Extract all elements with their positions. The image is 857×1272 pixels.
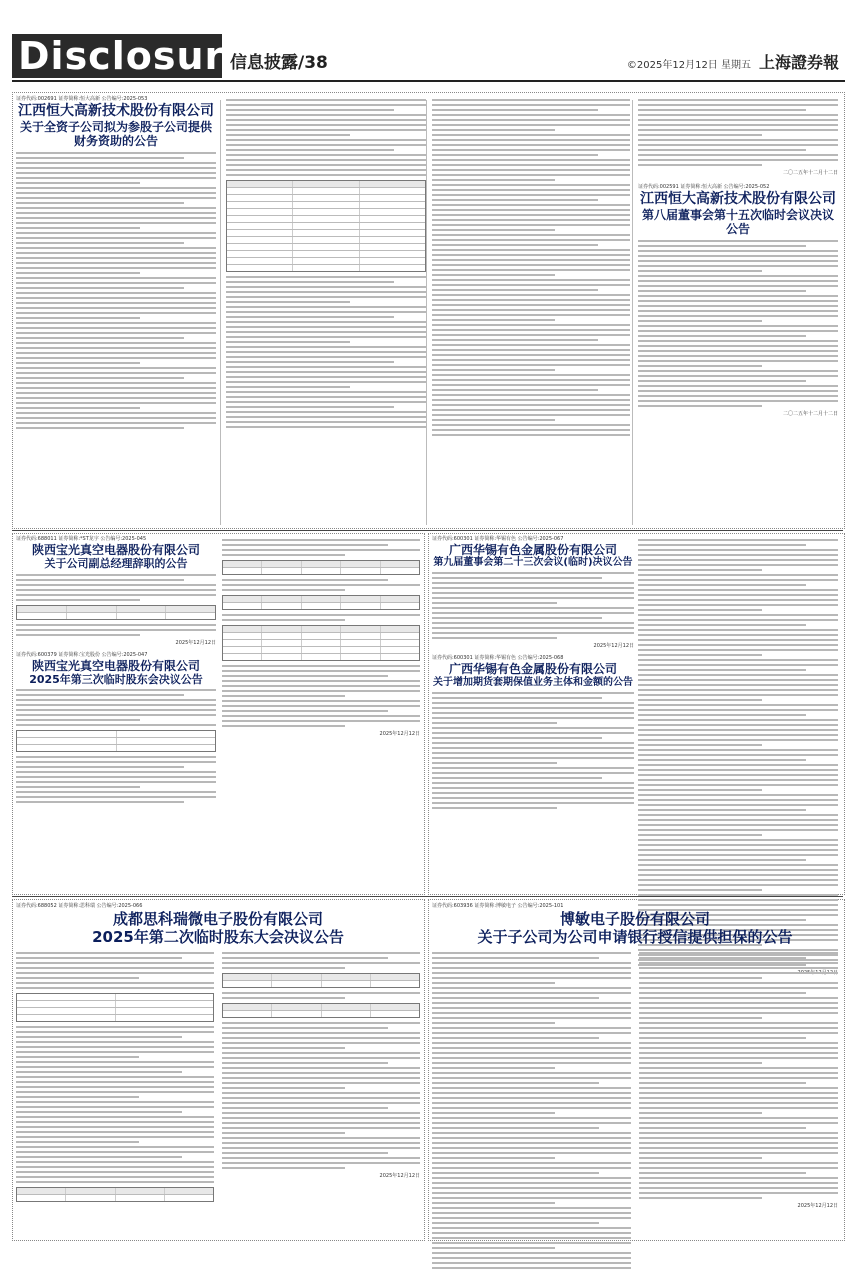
body-text: [432, 99, 630, 436]
announcement-title: 关于子公司为公司申请银行授信提供担保的公告: [477, 928, 793, 946]
announcement-title: 关于全资子公司拟为参股子公司提供财务资助的公告: [19, 119, 212, 149]
vote-table: [222, 625, 420, 661]
announcement-title: 关于增加期货套期保值业务主体和金额的公告: [433, 676, 633, 688]
sign-date: 二〇二五年十二月十二日: [782, 410, 838, 417]
body-text: [222, 992, 420, 999]
announcement-title: 第九届董事会第二十三次会议(临时)决议公告: [433, 557, 633, 569]
stock-code-line: 证券代码:002691 证券简称:恒大高新 公告编号:2025-053: [16, 96, 148, 102]
stock-code-line: 证券代码:600379 证券简称:宝光股份 公告编号:2025-047: [16, 651, 148, 658]
vote-table: [222, 1003, 420, 1018]
body-text: [16, 952, 214, 989]
body-text: [638, 240, 838, 407]
stock-code-line: 证券代码:603936 证券简称:博敏电子 公告编号:2025-101: [432, 903, 564, 909]
column-right: [222, 949, 420, 1206]
company-name: 江西恒大高新技术股份有限公司: [18, 103, 214, 119]
column-rule: [426, 100, 427, 525]
company-name: 陕西宝光真空电器股份有限公司: [31, 543, 200, 557]
column-left: [16, 949, 214, 1206]
announcement-2: [638, 96, 838, 521]
vote-table: [222, 595, 420, 610]
company-name: 博敏电子股份有限公司: [559, 910, 710, 928]
sign-date: 2025年12月12日: [593, 643, 634, 650]
financial-table: [226, 180, 426, 272]
body-text: [222, 579, 420, 591]
body-text: [226, 276, 426, 428]
masthead-logo: Disclosure: [18, 34, 252, 78]
announcement-title: 2025年第三次临时股东会决议公告: [29, 672, 203, 686]
masthead-rule: [12, 80, 845, 82]
body-text: [16, 624, 216, 636]
company-name: 广西华锡有色金属股份有限公司: [448, 543, 617, 557]
masthead: [0, 0, 857, 78]
announcement-1-continued-2: [432, 96, 630, 521]
body-text: [226, 99, 426, 176]
body-text: [222, 1022, 420, 1169]
body-text: [432, 952, 631, 1269]
announcement-4-continued: [222, 536, 420, 890]
announcement-title: 关于公司副总经理辞职的公告: [44, 557, 188, 571]
sign-date: 2025年12月12日: [797, 1203, 838, 1209]
body-text: [16, 1026, 214, 1183]
body-text: [222, 952, 420, 969]
section-title: 信息披露/38: [230, 53, 328, 73]
sign-date: 2025年12月12日: [379, 731, 420, 737]
announcement-8: [432, 903, 838, 1236]
body-text: [638, 539, 838, 966]
sign-date: 2025年12月12日: [175, 639, 216, 646]
stock-code-line: 证券代码:600301 证券简称:华锡有色 公告编号:2025-067: [432, 536, 564, 542]
column-rule: [220, 100, 221, 525]
body-text: [16, 574, 216, 601]
body-text: [432, 572, 634, 639]
company-name: 广西华锡有色金属股份有限公司: [448, 662, 617, 677]
attendance-table: [16, 730, 216, 752]
body-text: [639, 952, 838, 1199]
body-text: [432, 692, 634, 809]
announcement-7: [16, 903, 420, 1236]
sign-date: 二〇二五年十二月十二日: [782, 170, 838, 176]
announcement-1-continued: [226, 96, 426, 521]
announcement-title: 第八届董事会第十五次临时会议决议公告: [641, 207, 834, 237]
stock-code-line: 证券代码:688011 证券简称:*ST龙宇 公告编号:2025-045: [16, 536, 147, 542]
column-left: [432, 949, 631, 1272]
announcement-1: [16, 96, 216, 521]
stock-code-line: 证券代码:688052 证券简称:思科瑞 公告编号:2025-066: [16, 903, 143, 909]
vote-table: [16, 1187, 214, 1202]
stock-code-line: 证券代码:002591 证券简称:恒大高新 公告编号:2025-052: [638, 184, 770, 190]
announcement-title: 2025年第二次临时股东大会决议公告: [92, 928, 344, 946]
masthead-right: [627, 50, 839, 73]
separator-1: [12, 530, 843, 531]
issue-date: ©2025年12月12日 星期五: [626, 60, 751, 71]
announcement-5: [432, 536, 634, 890]
company-name: 江西恒大高新技术股份有限公司: [640, 191, 836, 207]
body-text: [638, 99, 838, 166]
announcement-3: [16, 536, 216, 890]
body-text: [16, 689, 216, 726]
stock-code-line: 证券代码:600301 证券简称:华锡有色 公告编号:2025-068: [432, 655, 564, 662]
company-name: 陕西宝光真空电器股份有限公司: [31, 658, 200, 673]
body-text: [222, 665, 420, 727]
body-text: [222, 539, 420, 556]
newspaper-brand: 上海證券報: [758, 53, 839, 72]
column-rule: [632, 100, 633, 525]
announcement-6-continued: [638, 536, 838, 890]
body-text: [222, 614, 420, 621]
attendance-table: [16, 993, 214, 1022]
company-name: 成都思科瑞微电子股份有限公司: [112, 910, 323, 928]
body-text: [16, 152, 216, 429]
body-text: [16, 756, 216, 803]
column-right: [639, 949, 838, 1272]
vote-table: [222, 560, 420, 575]
vote-table: [222, 973, 420, 988]
holding-table: [16, 605, 216, 620]
sign-date: 2025年12月12日: [379, 1173, 420, 1179]
